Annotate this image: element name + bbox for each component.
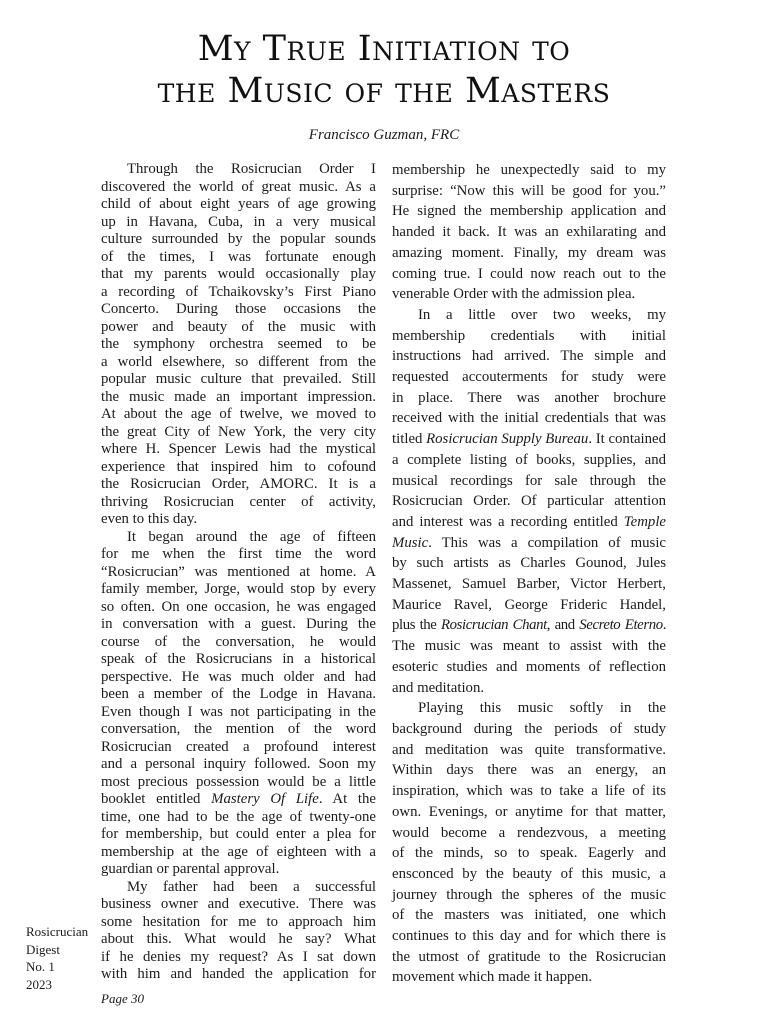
text-run: in place. There was another brochure: [392, 389, 666, 406]
text-run: membership credentials with initial: [392, 327, 666, 344]
text-line: [392, 574, 666, 595]
text-line: [101, 756, 376, 774]
text-line: [392, 346, 666, 367]
text-line: [392, 947, 666, 968]
text-run: received with the initial credentials that was: [392, 410, 666, 427]
text-run: and interest was a recording entitled: [392, 513, 624, 530]
right-text-column: [392, 160, 666, 988]
text-run: and meditation.: [392, 679, 485, 696]
text-line: [392, 905, 666, 926]
text-run: the utmost of gratitude to the Rosicrucian: [392, 948, 666, 965]
text-run: titled: [392, 431, 427, 448]
text-run: movement which made it happen.: [392, 969, 593, 986]
text-run: perspective. He was much older and had: [101, 668, 376, 685]
text-run: esoteric studies and moments of reflection: [392, 658, 666, 675]
article-title: [0, 28, 768, 112]
text-run: membership he unexpectedly said to my: [392, 162, 666, 178]
text-run: the symphony orchestra seemed to be: [101, 336, 376, 352]
text-line: [101, 161, 376, 179]
italic-title: Music: [392, 534, 429, 551]
text-line: [101, 896, 376, 914]
text-line: [101, 336, 376, 354]
italic-title: Rosicrucian Chant: [440, 617, 547, 634]
text-line: [101, 914, 376, 932]
text-line: [101, 704, 376, 722]
text-run: would become a rendezvous, a meeting: [392, 824, 666, 841]
text-run: child of about eight years of age growing: [101, 196, 376, 212]
text-line: [101, 214, 376, 232]
text-run: background during the periods of study: [392, 720, 666, 737]
text-run: continues to this day and for which there is: [392, 928, 666, 945]
text-line: [392, 243, 666, 264]
text-run: musical recordings for sale through the: [392, 472, 666, 489]
text-line: [101, 389, 376, 407]
paragraph: [392, 698, 666, 988]
text-run: business owner and executive. There was: [101, 896, 376, 912]
text-run: power and beauty of the music with: [101, 318, 376, 335]
text-line: [392, 367, 666, 388]
text-line: [101, 529, 376, 547]
text-run: so often. On one occasion, he was engaged: [101, 598, 376, 615]
text-run: My father had been a successful: [127, 878, 376, 895]
text-line: [101, 879, 376, 897]
text-run: family member, Jorge, would stop by every: [101, 581, 376, 597]
paragraph: [392, 160, 666, 305]
text-run: a recording of Tchaikovsky’s First Piano: [101, 283, 376, 300]
text-run: ensconced by the beauty of this music, a: [392, 865, 666, 882]
text-line: [392, 760, 666, 781]
text-run: for me when the first time the word: [101, 546, 376, 562]
text-line: [392, 305, 666, 326]
text-line: [101, 669, 376, 687]
text-run: The music was meant to assist with the: [392, 638, 666, 655]
text-line: [392, 553, 666, 574]
text-line: [392, 843, 666, 864]
italic-title: Mastery Of Life: [211, 791, 319, 807]
text-run: if he denies my request? As I sat down: [101, 948, 376, 965]
text-line: [392, 284, 666, 305]
text-run: discovered the world of great music. As a: [101, 178, 376, 195]
text-line: [101, 266, 376, 284]
text-run: up in Havana, Cuba, in a very musical: [101, 213, 376, 230]
title-line: the Music of the Masters: [157, 71, 611, 111]
text-line: [392, 823, 666, 844]
text-line: [392, 201, 666, 222]
italic-title: Rosicrucian Supply Bureau: [426, 431, 589, 448]
text-line: [101, 581, 376, 599]
text-line: [392, 615, 666, 636]
text-run: in conversation with a guest. During the: [101, 616, 376, 632]
text-line: [392, 636, 666, 657]
text-run: In a little over two weeks, my: [418, 306, 666, 323]
text-run: about this. What would he say? What: [101, 931, 376, 947]
issue-year: 2023: [26, 976, 52, 992]
text-run: surprise: “Now this will be good for you.”: [392, 182, 666, 199]
text-line: [392, 926, 666, 947]
text-run: Rosicrucian created a profound interest: [101, 738, 376, 755]
text-run: plus the: [392, 617, 441, 634]
text-run: a complete listing of books, supplies, and: [392, 451, 666, 468]
text-line: [101, 231, 376, 249]
text-line: [101, 564, 376, 582]
publication-name-line: Rosicrucian: [26, 924, 89, 939]
text-line: [101, 249, 376, 267]
text-run: with him and handed the application for: [101, 966, 376, 982]
text-run: Through the Rosicrucian Order I: [127, 161, 376, 177]
text-line: [101, 616, 376, 634]
text-run: that my parents would occasionally play: [101, 266, 376, 282]
text-run: , and: [546, 617, 580, 634]
publication-name-line: Digest: [26, 941, 60, 957]
text-run: Even though I was not participating in the: [101, 703, 376, 720]
text-run: speak of the Rosicrucians in a historical: [101, 651, 376, 667]
text-run: . It contained: [588, 431, 666, 448]
text-line: [101, 371, 376, 389]
text-line: [392, 408, 666, 429]
text-line: [392, 326, 666, 347]
text-line: [101, 826, 376, 844]
paragraph: [101, 161, 376, 529]
text-run: conversation, the mention of the word: [101, 721, 376, 737]
text-line: [101, 599, 376, 617]
paragraph: [101, 529, 376, 879]
text-run: Within days there was an energy, an: [392, 762, 666, 779]
text-run: and meditation was quite transformative.: [392, 741, 666, 758]
text-line: [101, 791, 376, 809]
text-run: own. Evenings, or anytime for that matter,: [392, 803, 666, 820]
text-run: At about the age of twelve, we moved to: [101, 406, 376, 422]
text-line: [392, 657, 666, 678]
text-line: [101, 301, 376, 319]
text-run: the great City of New York, the very city: [101, 423, 376, 440]
text-line: [101, 476, 376, 494]
text-line: [101, 196, 376, 214]
text-run: journey through the spheres of the music: [392, 886, 666, 903]
text-line: [101, 949, 376, 967]
text-run: membership at the age of eighteen with a: [101, 843, 376, 860]
text-run: Concerto. During those occasions the: [101, 301, 376, 317]
text-run: Playing this music softly in the: [418, 700, 666, 717]
text-run: of the minds, so to speak. Eagerly and: [392, 845, 666, 862]
text-line: [101, 651, 376, 669]
text-line: [101, 511, 376, 529]
text-line: [392, 264, 666, 285]
text-line: [392, 533, 666, 554]
text-run: handed it back. It was an exhilarating and: [392, 224, 666, 241]
text-line: [392, 864, 666, 885]
text-line: [392, 450, 666, 471]
text-run: .: [662, 617, 666, 634]
text-run: requested accouterments for study were: [392, 369, 666, 386]
italic-title: Temple: [623, 513, 666, 530]
text-run: most precious possession would be a little: [101, 773, 376, 790]
text-line: [101, 809, 376, 827]
text-run: the Rosicrucian Order, AMORC. It is a: [101, 476, 376, 492]
text-run: experience that inspired him to cofound: [101, 458, 376, 475]
publication-info: [26, 923, 88, 993]
text-run: been a member of the Lodge in Havana.: [101, 686, 376, 702]
text-run: It began around the age of fifteen: [127, 528, 376, 545]
text-run: for membership, but could enter a plea for: [101, 826, 376, 842]
text-run: course of the conversation, he would: [101, 633, 376, 650]
text-run: culture surrounded by the popular sounds: [101, 231, 376, 247]
text-line: [392, 740, 666, 761]
text-line: [392, 781, 666, 802]
text-line: [392, 698, 666, 719]
text-run: He signed the membership application and: [392, 203, 666, 220]
text-line: [392, 160, 666, 181]
text-run: Massenet, Samuel Barber, Victor Herbert,: [392, 576, 666, 593]
text-line: [101, 424, 376, 442]
text-run: time, one had to be the age of twenty-one: [101, 808, 376, 825]
text-line: [101, 931, 376, 949]
text-line: [392, 491, 666, 512]
text-line: [392, 885, 666, 906]
text-line: [101, 441, 376, 459]
text-run: and a personal inquiry followed. Soon my: [101, 756, 376, 772]
text-run: . At the: [318, 791, 377, 807]
text-run: “Rosicrucian” was mentioned at home. A: [101, 563, 376, 580]
text-line: [101, 686, 376, 704]
text-run: of the masters was initiated, one which: [392, 907, 666, 924]
text-run: even to this day.: [101, 511, 198, 527]
text-line: [101, 634, 376, 652]
text-line: [392, 181, 666, 202]
text-line: [392, 595, 666, 616]
text-line: [101, 179, 376, 197]
text-run: inspiration, which was to take a life of its: [392, 783, 666, 800]
text-run: some hesitation for me to approach him: [101, 913, 376, 930]
text-line: [101, 861, 376, 879]
text-line: [392, 471, 666, 492]
text-run: a world elsewhere, so different from the: [101, 353, 376, 370]
text-run: guardian or parental approval.: [101, 861, 280, 877]
text-run: by such artists as Charles Gounod, Jules: [392, 555, 666, 572]
text-line: [392, 802, 666, 823]
text-line: [101, 319, 376, 337]
text-line: [392, 388, 666, 409]
text-line: [101, 966, 376, 984]
text-line: [101, 739, 376, 757]
text-line: [101, 284, 376, 302]
page-number: Page 30: [101, 991, 144, 1006]
text-line: [101, 844, 376, 862]
text-line: [392, 512, 666, 533]
text-line: [101, 406, 376, 424]
text-run: venerable Order with the admission plea.: [392, 286, 636, 303]
text-line: [392, 967, 666, 988]
italic-title: Secreto Eterno: [579, 617, 663, 634]
text-run: Rosicrucian Order. Of particular attention: [392, 493, 666, 510]
text-run: amazing moment. Finally, my dream was: [392, 244, 666, 261]
text-run: thriving Rosicrucian center of activity,: [101, 493, 376, 510]
text-run: booklet entitled: [101, 791, 212, 807]
text-line: [101, 494, 376, 512]
text-line: [101, 546, 376, 564]
text-line: [101, 774, 376, 792]
text-line: [101, 354, 376, 372]
text-line: [101, 721, 376, 739]
paragraph: [101, 879, 376, 984]
text-run: . This was a compilation of music: [428, 534, 666, 551]
issue-number: No. 1: [26, 959, 55, 974]
text-run: coming true. I could now reach out to the: [392, 265, 666, 282]
text-line: [392, 222, 666, 243]
text-run: the music made an important impression.: [101, 388, 376, 405]
author-byline: Francisco Guzman, FRC: [308, 127, 460, 143]
title-line: My True Initiation to: [197, 29, 571, 69]
text-run: instructions had arrived. The simple and: [392, 348, 666, 365]
left-text-column: [101, 161, 376, 984]
text-line: [392, 429, 666, 450]
text-line: [392, 719, 666, 740]
text-run: popular music culture that prevailed. Still: [101, 371, 376, 387]
text-line: [101, 459, 376, 477]
text-run: of the times, I was fortunate enough: [101, 248, 376, 265]
text-line: [392, 678, 666, 699]
text-run: Maurice Ravel, George Frideric Handel,: [392, 596, 666, 613]
text-run: where H. Spencer Lewis had the mystical: [101, 441, 376, 457]
paragraph: [392, 305, 666, 698]
